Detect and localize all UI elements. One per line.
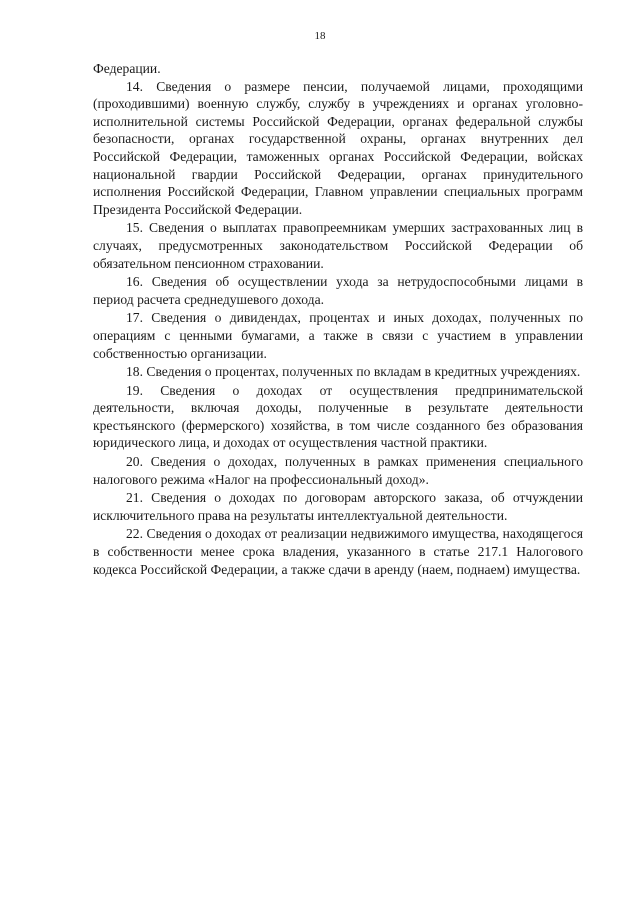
list-item-14: 14. Сведения о размере пенсии, получаемой лицами, проходящими (проходившими) военную службу, службу в учреждениях и органах уголовно-исполнительной системы Российской Федерации, органах федеральной службы безопасности, органах государственной охраны, органах внутренних дел Российской Федерации, таможенных органах Российской Федерации, войсках национальной гвардии Российской Федерации, органах принудительного исполнения Российской Федерации, Главном управлении специальных программ Президента Российской Федерации. (93, 78, 583, 217)
page-number: 18 (314, 30, 326, 42)
list-item-15: 15. Сведения о выплатах правопреемникам умерших застрахованных лиц в случаях, предусмотренных законодательством Российской Федерации об обязательном пенсионном страховании. (93, 220, 583, 271)
list-item-17: 17. Сведения о дивидендах, процентах и иных доходах, полученных по операциям с ценными бумагами, а также в связи с участием в управлении собственностью организации. (93, 310, 583, 361)
list-item-19: 19. Сведения о доходах от осуществления предпринимательской деятельности, включая доходы, полученные в результате деятельности крестьянского (фермерского) хозяйства, в том числе созданного без образования юридического лица, и доходах от осуществления частной практики. (93, 382, 583, 451)
list-item-22: 22. Сведения о доходах от реализации недвижимого имущества, находящегося в собственности менее срока владения, указанного в статье 217.1 Налогового кодекса Российской Федерации, а также сдачи в аренду (наем, поднаем) имущества. (93, 526, 583, 577)
list-item-18: 18. Сведения о процентах, полученных по вкладам в кредитных учреждениях. (126, 364, 581, 380)
list-item-20: 20. Сведения о доходах, полученных в рамках применения специального налогового режима «Налог на профессиональный доход». (93, 454, 583, 487)
list-item-16: 16. Сведения об осуществлении ухода за нетрудоспособными лицами в период расчета среднедушевого дохода. (93, 274, 583, 307)
continuation-text: Федерации. (93, 61, 161, 76)
document-body (93, 60, 583, 578)
list-item-21: 21. Сведения о доходах по договорам авторского заказа, об отчуждении исключительного права на результаты интеллектуальной деятельности. (93, 490, 583, 523)
